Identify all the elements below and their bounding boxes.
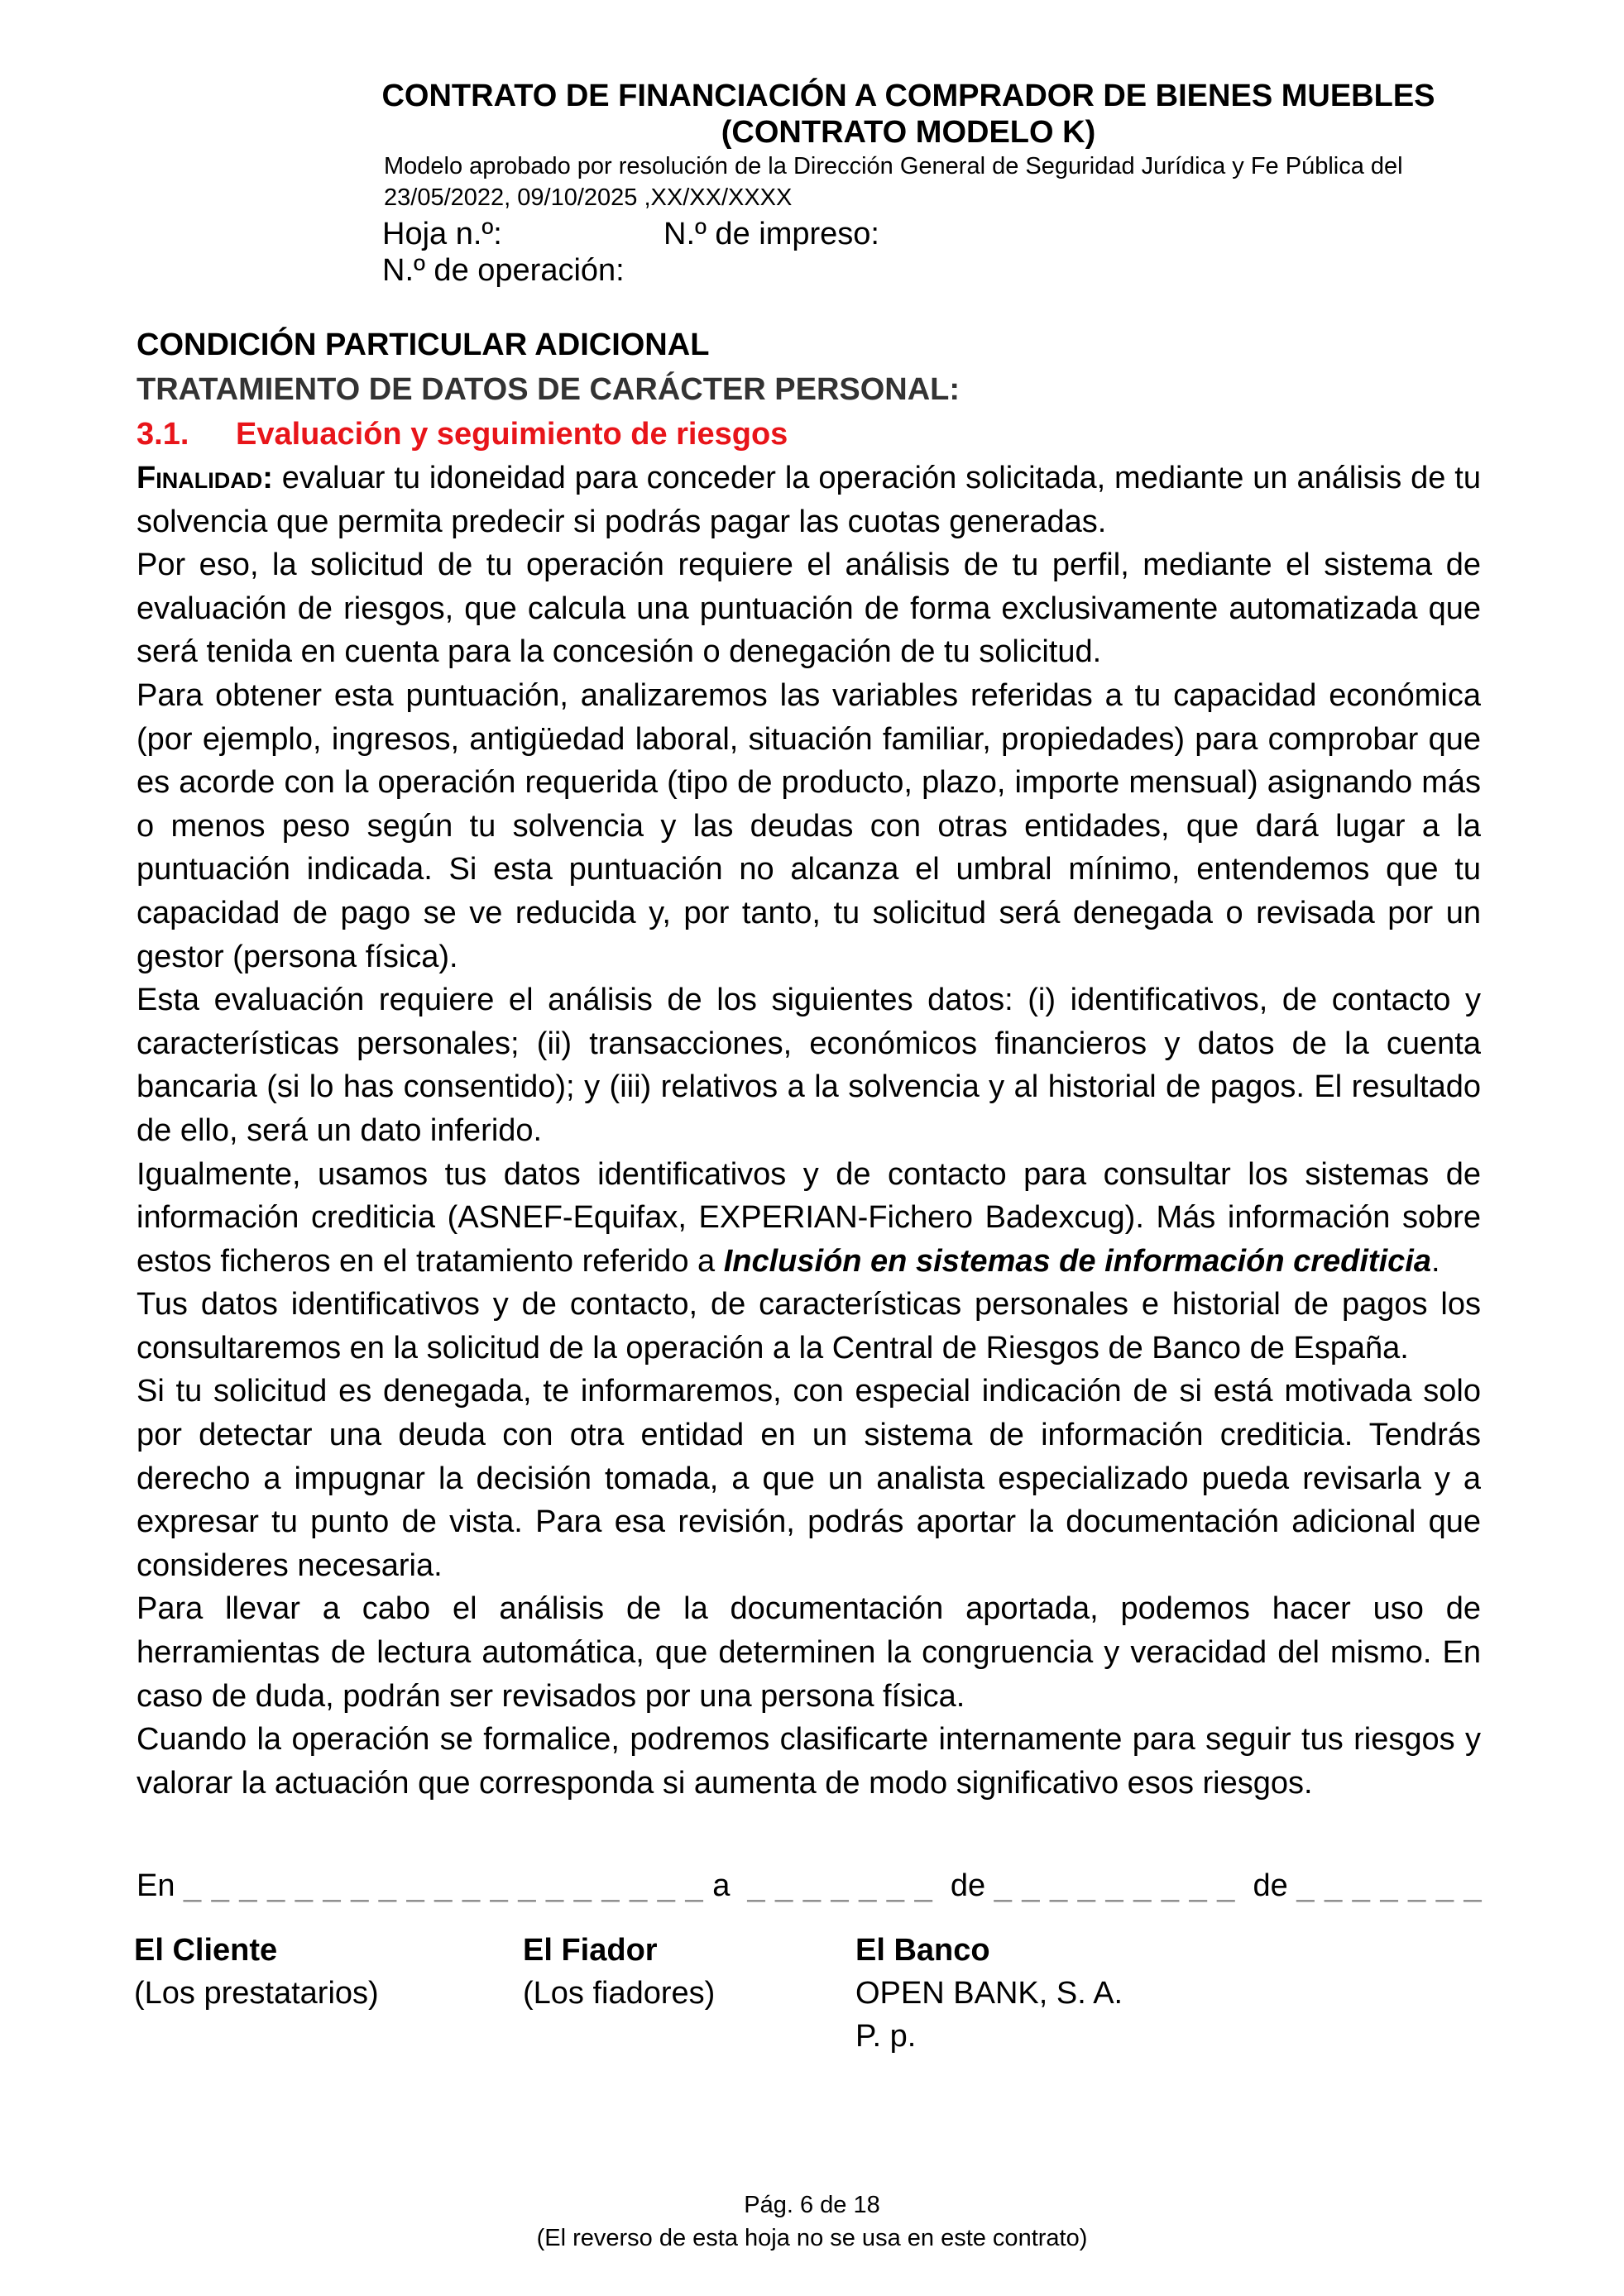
guarantor-subtitle: (Los fiadores)	[523, 1976, 716, 2011]
paragraph-4: Esta evaluación requiere el análisis de los siguientes datos: (i) identificativos, de contacto y características personales; (ii) transacciones, económicos financieros y datos de la cuenta bancaria (si lo has consentido); y (iii) relativos a la solvencia y al historial de pagos. El resultado de ello, será un dato inferido.	[137, 983, 1481, 1148]
paragraph-5-emphasis: Inclusión en sistemas de información crediticia	[723, 1243, 1431, 1279]
signature-client	[134, 1929, 379, 2015]
day-blank: _ _ _ _ _ _ _	[747, 1868, 933, 1903]
approval-line-2: 23/05/2022, 09/10/2025 ,XX/XX/XXXX	[384, 184, 793, 211]
data-treatment-heading: TRATAMIENTO DE DATOS DE CARÁCTER PERSONAL:	[137, 372, 961, 407]
place-date-line	[137, 1864, 1483, 1907]
client-title: El Cliente	[134, 1933, 278, 1968]
day-label: a	[712, 1868, 731, 1903]
footer-note: (El reverso de esta hoja no se usa en este contrato)	[536, 2225, 1088, 2251]
purpose-text: evaluar tu idoneidad para conceder la operación solicitada, mediante un análisis de tu solvencia que permita predecir si podrás pagar las cuotas generadas.	[137, 461, 1481, 539]
signature-guarantor	[523, 1929, 715, 2015]
bank-pp: P. p.	[855, 2019, 917, 2054]
client-subtitle: (Los prestatarios)	[134, 1976, 379, 2011]
document-body	[137, 323, 1481, 1805]
paragraph-3: Para obtener esta puntuación, analizaremos las variables referidas a tu capacidad económica (por ejemplo, ingresos, antigüedad laboral, situación familiar, propiedades) para comprobar que es acorde con la operación requerida (tipo de producto, plazo, importe mensual) asignando más o menos peso según tu solvencia y las deudas con otras entidades, que dará lugar a la puntuación indicada. Si esta puntuación no alcanza el umbral mínimo, entendemos que tu capacidad de pago se ve reducida y, por tanto, tu solicitud será denegada o revisada por un gestor (persona física).	[137, 677, 1481, 974]
signature-bank	[855, 1929, 1123, 2058]
year-label: de	[1253, 1868, 1288, 1903]
paragraph-5-end: .	[1430, 1243, 1440, 1279]
place-blank: _ _ _ _ _ _ _ _ _ _ _ _ _ _ _ _ _ _ _	[184, 1868, 704, 1903]
year-blank: _ _ _ _ _ _ _	[1296, 1868, 1483, 1903]
bank-title: El Banco	[855, 1933, 990, 1968]
month-blank: _ _ _ _ _ _ _ _ _	[994, 1868, 1236, 1903]
paragraph-5	[137, 1153, 1481, 1284]
guarantor-title: El Fiador	[523, 1933, 658, 1968]
operation-number-label: N.º de operación:	[382, 253, 625, 288]
bank-name: OPEN BANK, S. A.	[855, 1976, 1123, 2011]
paragraph-6: Tus datos identificativos y de contacto, de características personales e historial de pagos los consultaremos en la solicitud de la operación a la Central de Riesgos de Banco de España.	[137, 1287, 1481, 1366]
paragraph-9: Cuando la operación se formalice, podremos clasificarte internamente para seguir tus riesgos y valorar la actuación que corresponda si aumenta de modo significativo esos riesgos.	[137, 1722, 1481, 1801]
print-number-label: N.º de impreso:	[663, 217, 879, 251]
approval-line-1: Modelo aprobado por resolución de la Dirección General de Seguridad Jurídica y Fe Pública del	[384, 153, 1403, 179]
place-label: En	[137, 1868, 175, 1903]
paragraph-5-text: Igualmente, usamos tus datos identificativos y de contacto para consultar los sistemas de información crediticia (ASNEF-Equifax, EXPERIAN-Fichero Badexcug). Más información sobre estos ficheros en el tratamiento referido a	[137, 1156, 1481, 1279]
page-number: Pág. 6 de 18	[744, 2192, 880, 2218]
paragraph-8: Para llevar a cabo el análisis de la documentación aportada, podemos hacer uso de herramientas de lectura automática, que determinen la congruencia y veracidad del mismo. En caso de duda, podrán ser revisados por una persona física.	[137, 1591, 1481, 1714]
paragraph-purpose	[137, 457, 1481, 543]
document-title: CONTRATO DE FINANCIACIÓN A COMPRADOR DE BIENES MUEBLES	[381, 79, 1435, 113]
section-heading	[137, 412, 1481, 457]
document-subtitle: (CONTRATO MODELO K)	[721, 115, 1096, 150]
condition-heading: CONDICIÓN PARTICULAR ADICIONAL	[137, 328, 710, 362]
month-label: de	[950, 1868, 986, 1903]
purpose-label: Finalidad:	[137, 461, 273, 495]
section-title: Evaluación y seguimiento de riesgos	[236, 417, 788, 452]
paragraph-7: Si tu solicitud es denegada, te informaremos, con especial indicación de si está motivada solo por detectar una deuda con otra entidad en un sistema de información crediticia. Tendrás derecho a impugnar la decisión tomada, a que un analista especializado pueda revisarla y a expresar tu punto de vista. Para esa revisión, podrás aportar la documentación adicional que consideres necesaria.	[137, 1374, 1481, 1583]
paragraph-2: Por eso, la solicitud de tu operación requiere el análisis de tu perfil, mediante el sistema de evaluación de riesgos, que calcula una puntuación de forma exclusivamente automatizada que será tenida en cuenta para la concesión o denegación de tu solicitud.	[137, 548, 1481, 670]
sheet-number-label: Hoja n.º:	[382, 217, 502, 251]
section-number: 3.1.	[137, 417, 189, 452]
